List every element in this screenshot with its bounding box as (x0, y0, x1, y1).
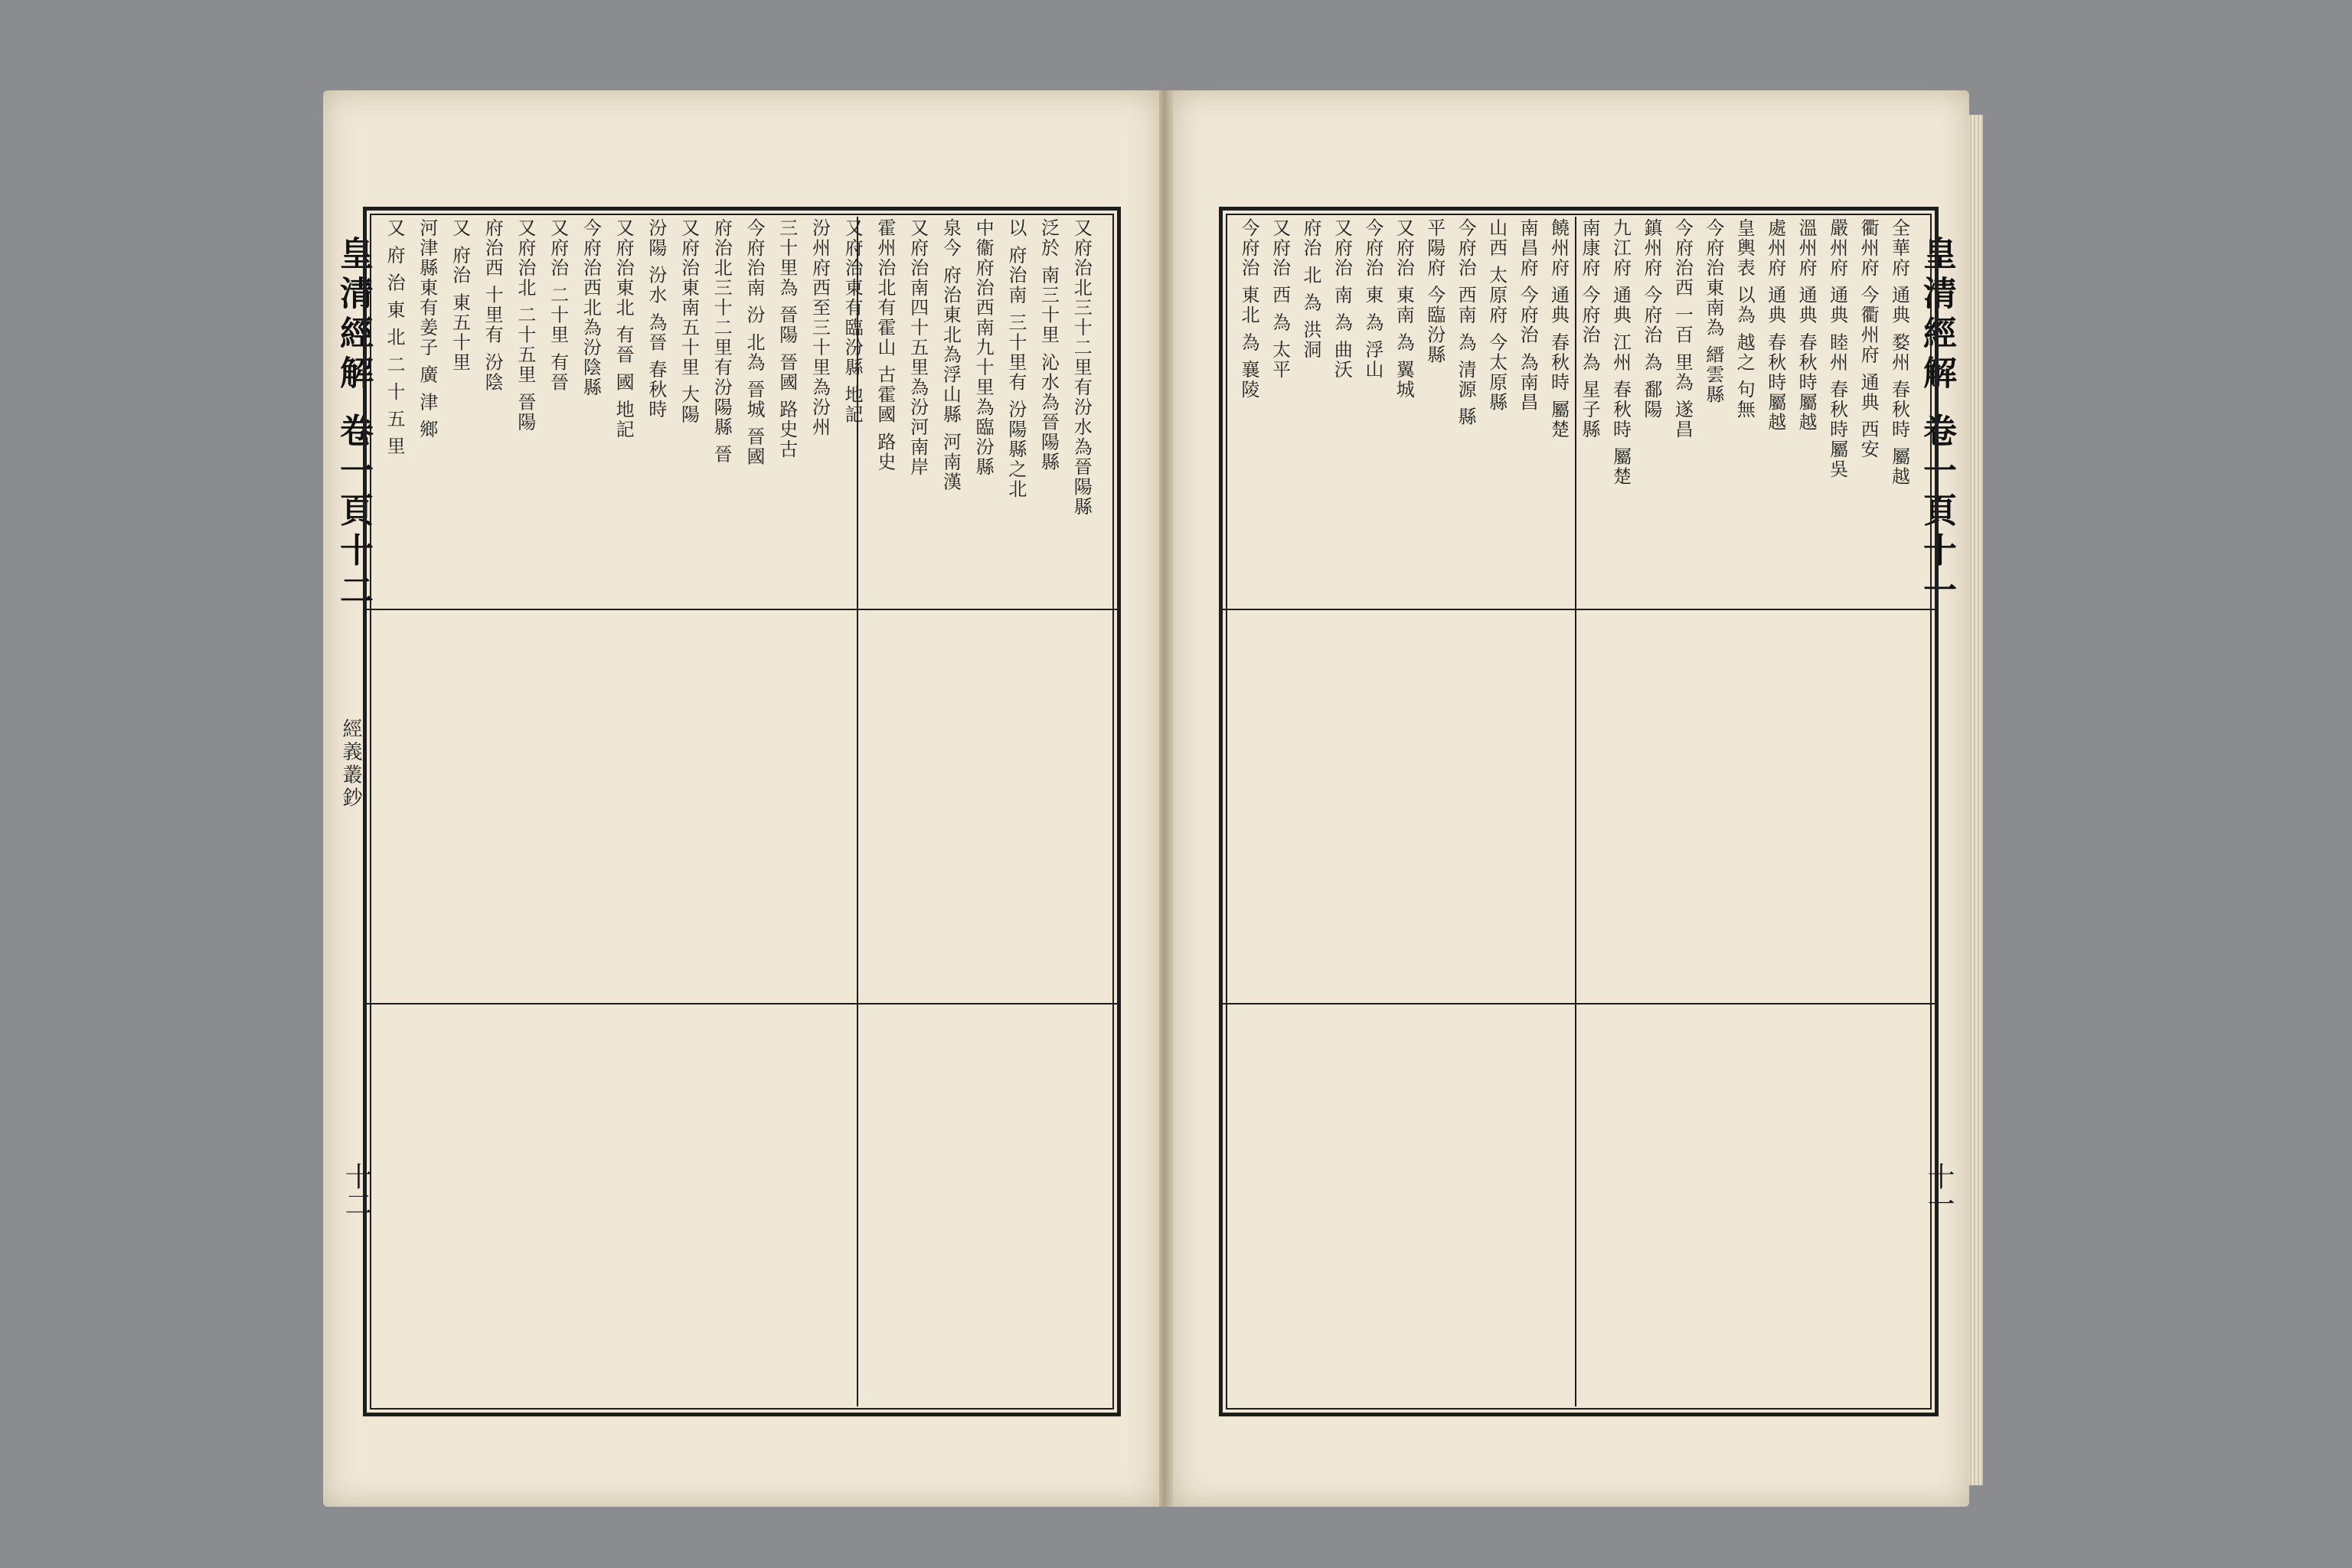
right-text-frame (1219, 207, 1939, 1416)
text-column: 又府治北 二十五里 晉陽 (514, 218, 536, 433)
text-column: 今府治 西南 為 清源 縣 (1455, 218, 1477, 427)
register-divider (367, 609, 1117, 610)
text-column: 汾州府西至三十里為汾州 (808, 218, 831, 437)
text-column: 又府治南四十五里為汾河南岸 (906, 218, 929, 477)
column-rule (1575, 217, 1576, 1406)
text-column: 又府治 西 為 太平 (1269, 218, 1291, 380)
text-column: 今府治西 一百 里為 遂昌 (1671, 218, 1694, 439)
right-running-header: 皇清經解 卷一頁十一 (1917, 236, 1956, 612)
text-column: 中衞府治西南九十里為臨汾縣 (972, 218, 995, 477)
left-folio: 十二 (341, 1162, 372, 1217)
text-column: 又府治東南五十里 大陽 (678, 218, 700, 425)
text-column: 山西 太原府 今太原縣 (1485, 218, 1508, 413)
text-column: 平陽府 今臨汾縣 (1423, 218, 1446, 365)
text-column: 又 府 治 東 北 二 十 五 里 (384, 218, 405, 457)
text-column: 泛於 南三十里 沁水為晉陽縣 (1037, 218, 1060, 472)
text-column: 南康府 今府治 為 星子縣 (1579, 218, 1600, 439)
text-column: 又府治 南 為 曲沃 (1331, 218, 1353, 380)
left-subtitle: 經義叢鈔 (339, 718, 362, 810)
text-column: 河津縣東有姜子 廣 津 鄉 (416, 218, 438, 439)
text-column: 又府治東有臨汾縣 地記 (841, 218, 864, 425)
text-column: 又府治東北 有晉 國 地記 (612, 218, 635, 439)
text-column: 南昌府 今府治 為南昌 (1517, 218, 1539, 413)
text-column: 又府治 二十里 有晉 (547, 218, 569, 393)
text-column: 溫州府 通典 春秋時屬越 (1795, 218, 1818, 433)
text-column: 又 府治 東五十里 (449, 218, 471, 373)
right-page (1173, 90, 1969, 1507)
left-running-header: 皇清經解 卷一頁十二 (334, 236, 373, 612)
text-column: 府治 北 為 洪洞 (1299, 218, 1321, 360)
text-column: 府治西 十里有 汾陰 (482, 218, 504, 393)
text-column: 今府治東南為 縉雲縣 (1702, 218, 1724, 405)
text-column: 嚴州府 通典 睦州 春秋時屬吳 (1826, 218, 1848, 479)
left-page (323, 90, 1159, 1507)
text-column: 汾陽 汾水 為晉 春秋時 (645, 218, 667, 420)
text-column: 九江府 通典 江州 春秋時 屬楚 (1609, 218, 1632, 487)
text-column: 又府治北三十二里有汾水為晉陽縣 (1070, 218, 1093, 517)
text-column: 霍州治北有霍山 古霍國 路史 (874, 218, 896, 472)
text-column: 今府治 東 為 浮山 (1361, 218, 1383, 380)
text-column: 處州府 通典 春秋時屬越 (1764, 218, 1786, 433)
register-divider (367, 1003, 1117, 1004)
text-column: 三十里為 晉陽 晉國 路史古 (776, 218, 798, 459)
left-text-frame (363, 207, 1121, 1416)
text-column: 泉今 府治東北為浮山縣 河南漢 (939, 218, 962, 492)
text-column: 鎮州府 今府治 為 鄱陽 (1640, 218, 1662, 420)
text-column: 衢州府 今衢州府 通典 西安 (1857, 218, 1880, 459)
text-column: 今府治西北為汾陰縣 (580, 218, 602, 397)
text-column: 饒州府 通典 春秋時 屬楚 (1547, 218, 1570, 439)
text-column: 皇輿表 以為 越之 句無 (1733, 218, 1756, 420)
text-column: 全華府 通典 婺州 春秋時 屬越 (1888, 218, 1910, 487)
column-rule (857, 217, 858, 1406)
register-divider (1223, 609, 1935, 610)
register-divider (1223, 1003, 1935, 1004)
right-folio: 十一 (1923, 1162, 1955, 1217)
text-column: 又府治 東南 為 翼城 (1393, 218, 1415, 400)
text-column: 府治北三十二里有汾陽縣 晉 (710, 218, 733, 465)
text-column: 以 府治南 三十里有 汾陽縣之北 (1004, 218, 1027, 499)
text-column: 今府治 東北 為 襄陵 (1238, 218, 1259, 400)
text-column: 今府治南 汾 北為 晉城 晉國 (743, 218, 765, 467)
